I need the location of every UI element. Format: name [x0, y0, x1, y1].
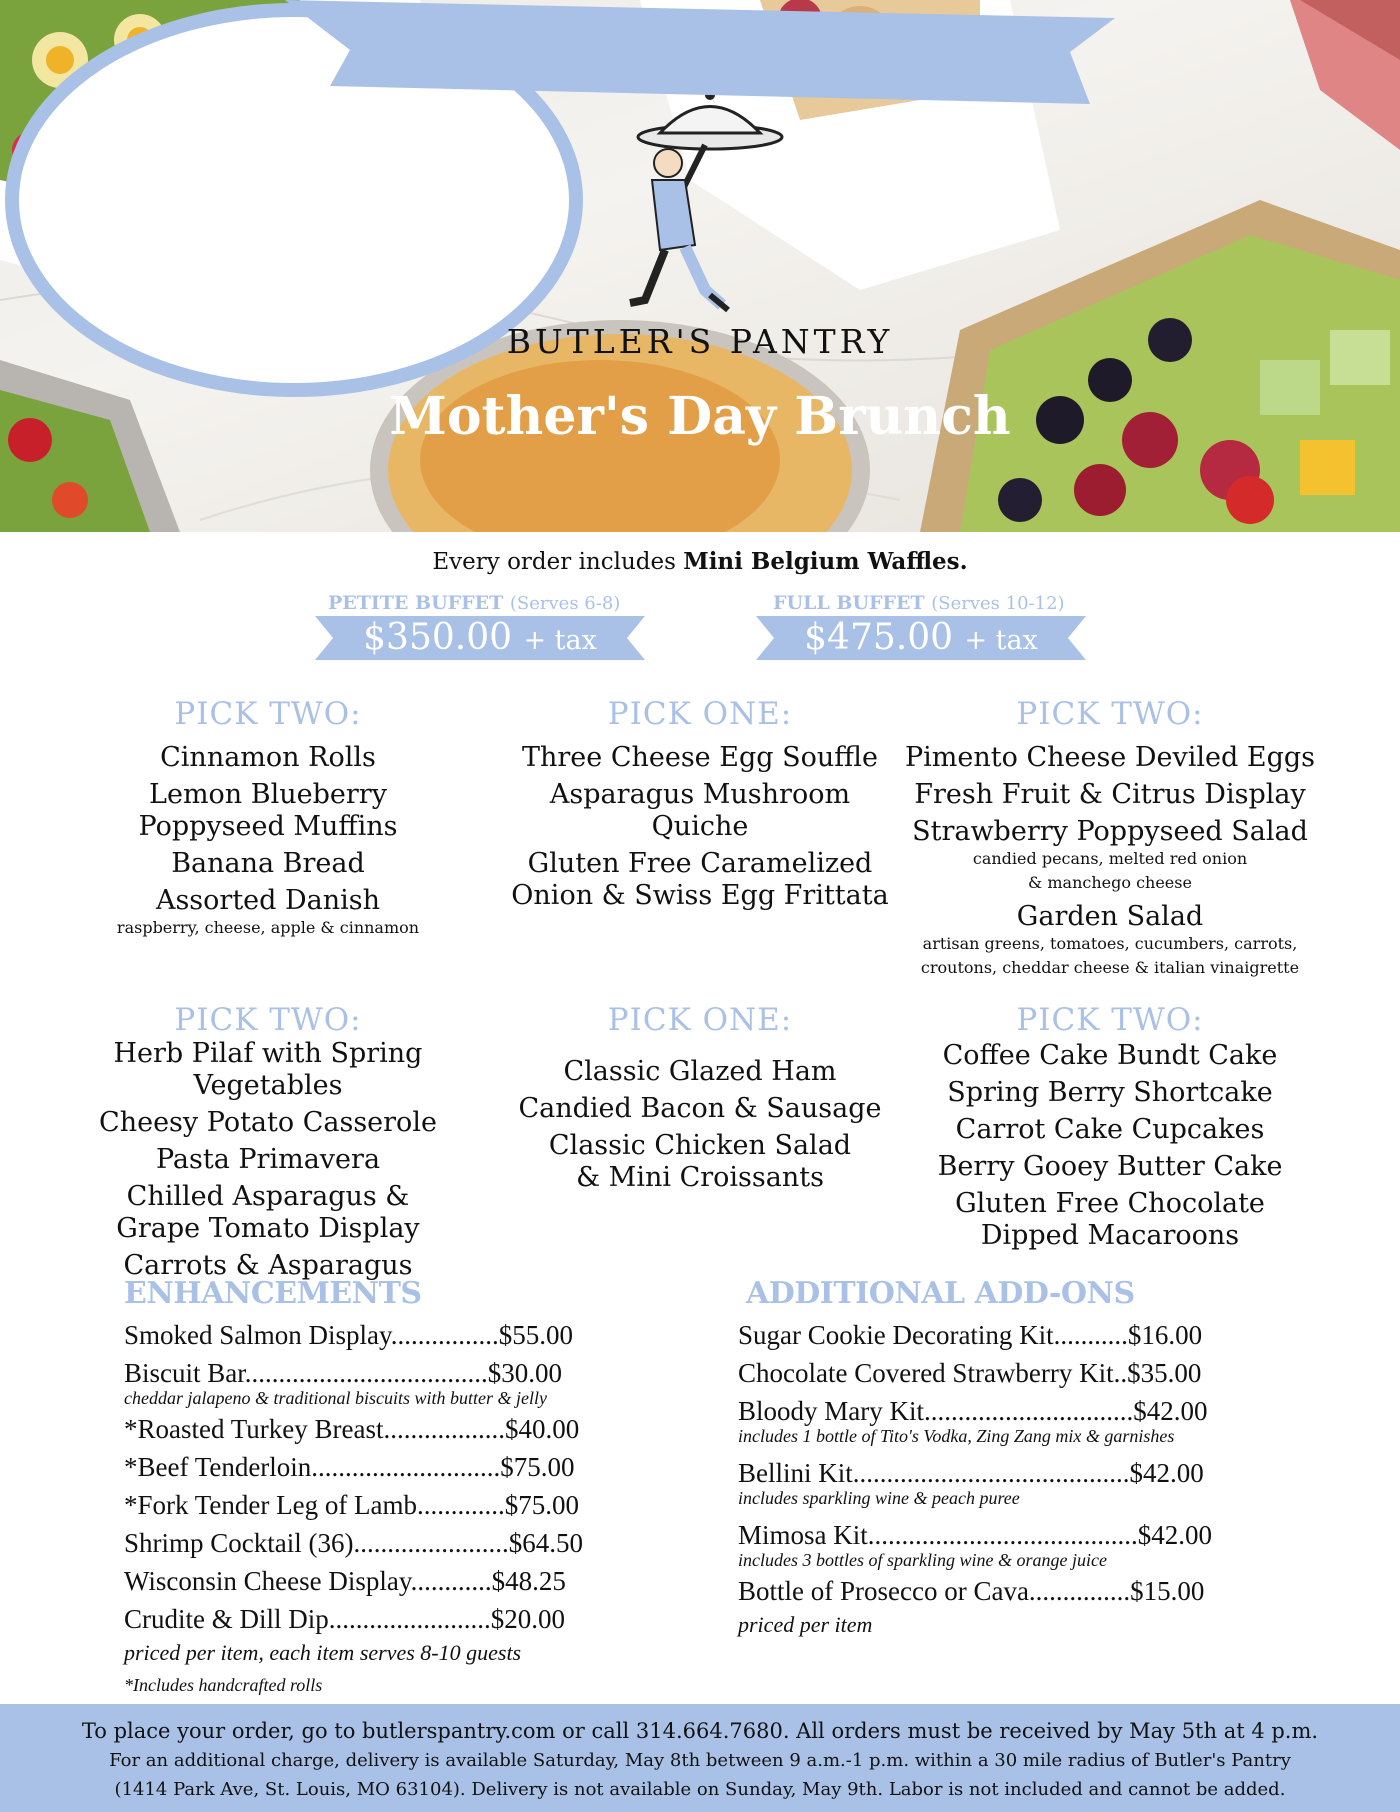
menu-item: Coffee Cake Bundt Cake: [942, 1040, 1278, 1071]
menu-item: Banana Bread: [171, 848, 365, 879]
full-price: $475.00 + tax: [804, 617, 1038, 658]
price-row: Bloody Mary Kit...............................$42.00: [738, 1396, 1208, 1426]
menu-sides: [38, 1002, 498, 1287]
price-row: *Beef Tenderloin............................$75.00: [124, 1452, 575, 1482]
menu-item: Fresh Fruit & Citrus Display: [914, 779, 1306, 810]
price-row-note: cheddar jalapeno & traditional biscuits with butter & jelly: [124, 1388, 547, 1408]
price-row: Wisconsin Cheese Display............$48.25: [124, 1566, 566, 1596]
price-row: *Roasted Turkey Breast..................$40.00: [124, 1414, 580, 1444]
order-info-footer: [0, 1704, 1400, 1812]
price-row: Smoked Salmon Display................$55.00: [124, 1320, 573, 1350]
order-info-line: To place your order, go to butlerspantry.com or call 314.664.7680. All orders must be received by May 5th at 4 p.m.: [81, 1719, 1319, 1743]
menu-breads: [88, 696, 448, 946]
menu-item-note: artisan greens, tomatoes, cucumbers, carrots, croutons, cheddar cheese & italian vinaigrette: [920, 934, 1300, 977]
includes-highlight: Mini Belgium Waffles.: [683, 548, 968, 575]
salads-heading: PICK TWO:: [1016, 696, 1204, 732]
menu-desserts: [910, 1002, 1310, 1257]
menu-item: Herb Pilaf with Spring Vegetables: [113, 1038, 423, 1101]
price-row: Biscuit Bar....................................$30.00: [124, 1358, 562, 1388]
menu-item: Cinnamon Rolls: [160, 742, 376, 773]
price-row-note: includes sparkling wine & peach puree: [738, 1488, 1020, 1508]
price-row: Shrimp Cocktail (36).......................$64.50: [124, 1528, 583, 1558]
menu-item: Asparagus Mushroom Quiche: [549, 779, 851, 842]
price-row: Crudite & Dill Dip........................$20.00: [124, 1604, 565, 1634]
sides-heading: PICK TWO:: [174, 1002, 362, 1038]
menu-item: Assorted Danish: [155, 885, 381, 916]
addons-footnote: priced per item: [738, 1612, 873, 1637]
menu-item: Classic Glazed Ham: [563, 1056, 837, 1087]
price-row-note: includes 1 bottle of Tito's Vodka, Zing Zang mix & garnishes: [738, 1426, 1175, 1446]
delivery-info-line: For an additional charge, delivery is available Saturday, May 8th between 9 a.m.-1 p.m. within a 30 mile radius of Butler's Pantry: [109, 1750, 1291, 1771]
menu-item: Candied Bacon & Sausage: [518, 1093, 882, 1124]
addons-list: [738, 1316, 1338, 1640]
menu-item: Classic Chicken Salad & Mini Croissants: [548, 1130, 852, 1193]
menu-item: Garden Salad: [1016, 901, 1204, 932]
price-row-note: includes 3 bottles of sparkling wine & orange juice: [738, 1550, 1107, 1570]
butler-icon: [610, 85, 790, 325]
eggs-heading: PICK ONE:: [607, 696, 793, 732]
mains-heading: PICK ONE:: [607, 1002, 793, 1038]
petite-buffet-label: PETITE BUFFET (Serves 6-8): [328, 592, 621, 614]
page-title: Mother's Day Brunch: [389, 386, 1011, 447]
menu-item: Gluten Free Chocolate Dipped Macaroons: [955, 1188, 1265, 1251]
brand-name: BUTLER'S PANTRY: [506, 322, 894, 361]
addons-heading: ADDITIONAL ADD-ONS: [746, 1276, 1135, 1311]
menu-item-note: candied pecans, melted red onion & manchego cheese: [972, 849, 1248, 892]
menu-mains: [500, 1002, 900, 1199]
menu-item: Carrots & Asparagus: [123, 1250, 413, 1281]
enhancements-footnote: priced per item, each item serves 8-10 guests: [124, 1640, 522, 1665]
price-row: Sugar Cookie Decorating Kit...........$16.00: [738, 1320, 1203, 1350]
menu-item: Gluten Free Caramelized Onion & Swiss Egg Frittata: [511, 848, 889, 911]
price-row: Chocolate Covered Strawberry Kit..$35.00: [738, 1358, 1202, 1388]
includes-prefix: Every order includes: [432, 549, 684, 575]
menu-item: Carrot Cake Cupcakes: [955, 1114, 1265, 1145]
enhancements-heading: ENHANCEMENTS: [124, 1276, 422, 1311]
enhancements-footnote-rolls: *Includes handcrafted rolls: [124, 1675, 323, 1695]
hero-photo: [0, 0, 1400, 532]
price-row: Mimosa Kit........................................$42.00: [738, 1520, 1213, 1550]
full-buffet-label: FULL BUFFET (Serves 10-12): [773, 592, 1065, 614]
includes-line: [0, 548, 1400, 575]
price-row: *Fork Tender Leg of Lamb.............$75.00: [124, 1490, 580, 1520]
price-row: Bellini Kit.........................................$42.00: [738, 1458, 1204, 1488]
menu-item: Lemon Blueberry Poppyseed Muffins: [138, 779, 398, 842]
enhancements-list: [124, 1316, 684, 1702]
price-row: Bottle of Prosecco or Cava...............$15.00: [738, 1576, 1205, 1606]
desserts-heading: PICK TWO:: [1016, 1002, 1204, 1038]
menu-item: Spring Berry Shortcake: [947, 1077, 1273, 1108]
menu-item: Chilled Asparagus & Grape Tomato Display: [116, 1181, 420, 1244]
menu-item: Cheesy Potato Casserole: [99, 1107, 437, 1138]
menu-item: Strawberry Poppyseed Salad: [912, 816, 1308, 847]
menu-item: Berry Gooey Butter Cake: [937, 1151, 1283, 1182]
petite-price: $350.00 + tax: [363, 617, 597, 658]
menu-item: Pimento Cheese Deviled Eggs: [904, 742, 1315, 773]
menu-item: Three Cheese Egg Souffle: [521, 742, 879, 773]
address-info-line: (1414 Park Ave, St. Louis, MO 63104). Delivery is not available on Sunday, May 9th. Labor is not included and cannot be added.: [114, 1779, 1286, 1800]
menu-item: Pasta Primavera: [155, 1144, 381, 1175]
menu-eggs: [500, 696, 900, 917]
menu-salads: [900, 696, 1320, 986]
menu-item-note: raspberry, cheese, apple & cinnamon: [116, 918, 420, 937]
breads-heading: PICK TWO:: [174, 696, 362, 732]
title-banner: [0, 0, 1400, 104]
